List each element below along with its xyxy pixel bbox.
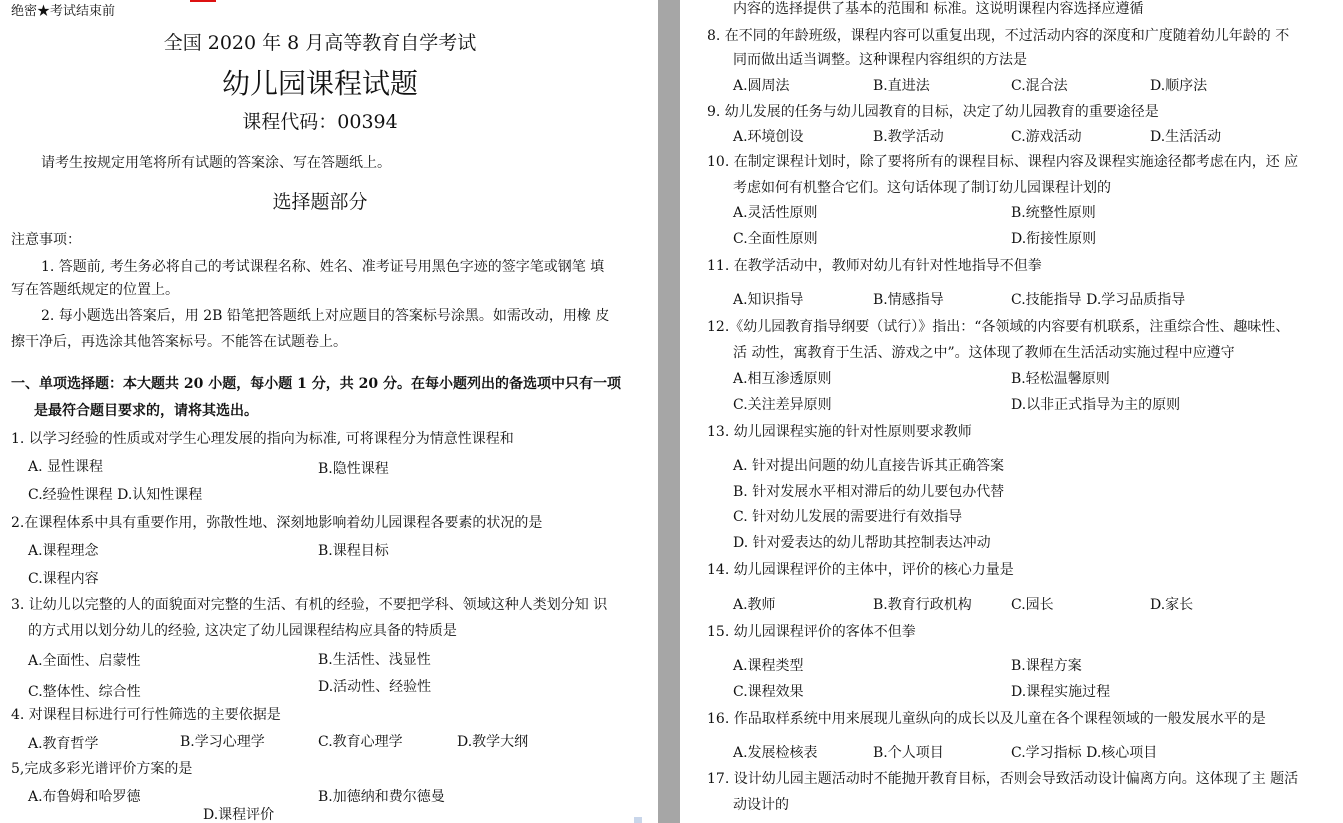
question-13: 13. 幼儿园课程实施的针对性原则要求教师 — [707, 424, 972, 440]
option: B.生活性、浅显性 — [318, 652, 431, 668]
option: B.教学活动 — [873, 129, 944, 145]
note-line: 2. 每小题选出答案后，用 2B 铅笔把答题纸上对应题目的答案标号涂黑。如需改动，用橡 皮 — [41, 308, 610, 324]
option: A.相互渗透原则 — [733, 371, 832, 387]
option: D.教学大纲 — [457, 734, 529, 750]
instruction-text: 请考生按规定用笔将所有试题的答案涂、写在答题纸上。 — [41, 155, 391, 171]
option: A.圆周法 — [733, 78, 790, 94]
question-10-cont: 考虑如何有机整合它们。这句话体现了制订幼儿园课程计划的 — [733, 180, 1111, 196]
question-4: 4. 对课程目标进行可行性筛选的主要依据是 — [11, 707, 281, 723]
option: A.课程理念 — [28, 543, 99, 559]
exam-title: 全国 2020 年 8 月高等教育自学考试 — [163, 32, 477, 54]
part-heading: 一、单项选择题：本大题共 20 小题，每小题 1 分，共 20 分。在每小题列出的备选项中只有一项 — [11, 376, 621, 392]
option: C.园长 — [1011, 597, 1054, 613]
question-17-cont: 动设计的 — [733, 797, 789, 813]
option: D. 针对爱表达的幼儿帮助其控制表达冲动 — [733, 535, 991, 551]
red-underline-mark — [190, 0, 216, 2]
question-12: 12.《幼儿园教育指导纲要（试行）》指出：“各领域的内容要有机联系，注重综合性、趣味性、 — [707, 319, 1290, 335]
option: C.教育心理学 — [318, 734, 403, 750]
note-line: 擦干净后，再选涂其他答案标号。不能答在试题卷上。 — [11, 334, 347, 350]
option: A.知识指导 — [733, 292, 804, 308]
question-8-cont: 同而做出适当调整。这种课程内容组织的方法是 — [733, 52, 1027, 68]
option: D.以非正式指导为主的原则 — [1011, 397, 1181, 413]
option: C.课程效果 — [733, 684, 804, 700]
option: B.课程方案 — [1011, 658, 1082, 674]
notes-title: 注意事项： — [11, 232, 81, 248]
option: A.课程类型 — [733, 658, 804, 674]
note-line: 1. 答题前, 考生务必将自己的考试课程名称、姓名、准考证号用黑色字迹的签字笔或钢笔 填 — [41, 259, 605, 275]
question-14: 14. 幼儿园课程评价的主体中，评价的核心力量是 — [707, 562, 1014, 578]
option: B. 针对发展水平相对滞后的幼儿要包办代替 — [733, 484, 1005, 500]
option: D.课程评价 — [203, 807, 275, 823]
option: C.技能指导 D.学习品质指导 — [1011, 292, 1186, 308]
option: A.灵活性原则 — [733, 205, 818, 221]
option: C.游戏活动 — [1011, 129, 1082, 145]
question-16: 16. 作品取样系统中用来展现儿童纵向的成长以及儿童在各个课程领域的一般发展水平的是 — [707, 711, 1266, 727]
part-heading: 是最符合题目要求的，请将其选出。 — [34, 403, 258, 419]
option: A.教师 — [733, 597, 776, 613]
option: A.布鲁姆和哈罗德 — [28, 789, 141, 805]
question-5: 5,完成多彩光谱评价方案的是 — [11, 761, 193, 777]
option: D.衔接性原则 — [1011, 231, 1097, 247]
option: B.隐性课程 — [318, 461, 389, 477]
option: A. 针对提出问题的幼儿直接告诉其正确答案 — [733, 458, 1005, 474]
question-15: 15. 幼儿园课程评价的客体不但拳 — [707, 624, 916, 640]
question-10: 10. 在制定课程计划时，除了要将所有的课程目标、课程内容及课程实施途径都考虑在内，还 应 — [707, 154, 1299, 170]
option: B.统整性原则 — [1011, 205, 1096, 221]
option: C. 针对幼儿发展的需要进行有效指导 — [733, 509, 963, 525]
option: B.加德纳和费尔德曼 — [318, 789, 445, 805]
question-2: 2.在课程体系中具有重要作用，弥散性地、深刻地影响着幼儿园课程各要素的状况的是 — [11, 515, 543, 531]
section-title: 选择题部分 — [272, 191, 368, 213]
question-1: 1. 以学习经验的性质或对学生心理发展的指向为标准, 可将课程分为情意性课程和 — [11, 431, 514, 447]
option: A. 显性课程 — [28, 459, 104, 475]
question-17: 17. 设计幼儿园主题活动时不能抛开教育目标，否则会导致活动设计偏离方向。这体现了主 题活 — [707, 771, 1299, 787]
option: C.全面性原则 — [733, 231, 818, 247]
note-line: 写在答题纸规定的位置上。 — [11, 282, 179, 298]
option: A.教育哲学 — [28, 736, 99, 752]
option: A.环境创设 — [733, 129, 804, 145]
right-page — [680, 0, 1343, 823]
question-7-cont: 内容的选择提供了基本的范围和 标准。这说明课程内容选择应遵循 — [733, 1, 1144, 17]
option: C.课程内容 — [28, 571, 99, 587]
option: D.活动性、经验性 — [318, 679, 432, 695]
option: D.课程实施过程 — [1011, 684, 1111, 700]
question-9: 9. 幼儿发展的任务与幼儿园教育的目标，决定了幼儿园教育的重要途径是 — [707, 104, 1159, 120]
option: B.教育行政机构 — [873, 597, 972, 613]
question-3-cont: 的方式用以划分幼儿的经验, 这决定了幼儿园课程结构应具备的特质是 — [28, 623, 457, 639]
option: C.整体性、综合性 — [28, 684, 141, 700]
option: B.个人项目 — [873, 745, 944, 761]
option: C.学习指标 D.核心项目 — [1011, 745, 1158, 761]
option: B.轻松温馨原则 — [1011, 371, 1110, 387]
option: B.课程目标 — [318, 543, 389, 559]
option: D.顺序法 — [1150, 78, 1208, 94]
option: C.经验性课程 D.认知性课程 — [28, 487, 203, 503]
option: B.情感指导 — [873, 292, 944, 308]
question-8: 8. 在不同的年龄班级，课程内容可以重复出现，不过活动内容的深度和广度随着幼儿年龄的 不 — [707, 28, 1290, 44]
page-edge-marker — [634, 817, 642, 823]
question-11: 11. 在教学活动中，教师对幼儿有针对性地指导不但拳 — [707, 258, 1042, 274]
option: A.全面性、启蒙性 — [28, 653, 141, 669]
left-page — [0, 0, 658, 823]
option: C.关注差异原则 — [733, 397, 832, 413]
secret-label: 绝密★考试结束前 — [11, 4, 116, 19]
page-gap — [658, 0, 680, 823]
option: D.生活活动 — [1150, 129, 1222, 145]
option: B.直进法 — [873, 78, 930, 94]
question-12-cont: 活 动性，寓教育于生活、游戏之中”。这体现了教师在生活活动实施过程中应遵守 — [733, 345, 1235, 361]
option: A.发展检核表 — [733, 745, 818, 761]
course-code: 课程代码：00394 — [242, 111, 398, 133]
question-3: 3. 让幼儿以完整的人的面貌面对完整的生活、有机的经验，不要把学科、领域这种人类划分知 识 — [11, 597, 608, 613]
option: D.家长 — [1150, 597, 1194, 613]
paper-title: 幼儿园课程试题 — [221, 67, 418, 100]
option: C.混合法 — [1011, 78, 1068, 94]
option: B.学习心理学 — [180, 734, 265, 750]
